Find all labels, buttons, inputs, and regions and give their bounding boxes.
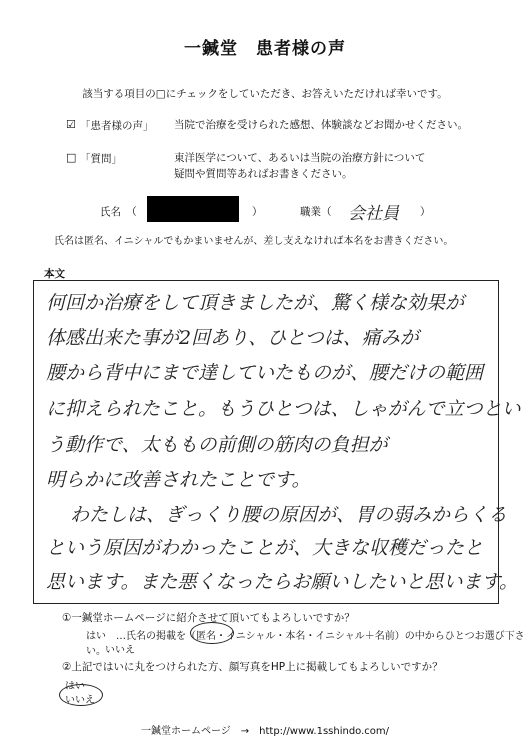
body-line-3: 腰から背中にまで達していたものが、腰だけの範囲 — [46, 362, 484, 384]
body-line-6: 明らかに改善されたことです。 — [46, 469, 311, 491]
page-title: 一鍼堂 患者様の声 — [184, 39, 346, 59]
intro-text: 該当する項目の□にチェックをしていただき、お答えいただければ幸いです。 — [82, 88, 448, 100]
body-line-2: 体感出来た事が2回あり、ひとつは、痛みが — [46, 327, 419, 349]
question-1: ①一鍼堂ホームページに紹介させて頂いてもよろしいですか？ — [62, 612, 355, 624]
body-line-9: 思います。また悪くなったらお願いしたいと思います。 — [46, 571, 518, 593]
question-1-answer: はい …氏名の掲載を（匿名・イニシャル・本名・イニシャル＋名前）の中からひとつお選び下さい。 — [86, 631, 525, 657]
body-line-7: わたしは、ぎっくり腰の原因が、胃の弱みからくる — [70, 504, 508, 526]
question-2: ②上記ではいに丸をつけられた方、顔写真をHP上に掲載してもよろしいですか？ — [62, 661, 443, 673]
job-value: 会社員 — [348, 204, 399, 224]
question-2-no: いいえ — [65, 695, 95, 706]
body-line-4: に抑えられたこと。もうひとつは、しゃがんで立つとい — [46, 398, 521, 420]
checkbox-question[interactable]: □ — [66, 151, 77, 164]
name-close: ） — [252, 206, 263, 218]
body-line-8: という原因がわかったことが、大きな収穫だったと — [46, 537, 484, 559]
option-label-patient-voice: 「患者様の声」 — [80, 120, 154, 132]
option-label-question: 「質問」 — [80, 153, 122, 165]
option-desc-question-line1: 東洋医学について、あるいは当院の治療方針について — [174, 152, 426, 164]
initial-circle-mark — [190, 622, 234, 644]
job-close: ） — [420, 206, 431, 218]
name-label: 氏名 （ — [100, 206, 137, 218]
body-line-1: 何回か治療をして頂きましたが、驚く様な効果が — [46, 292, 465, 314]
option-desc-question-line2: 疑問や質問等あればお書きください。 — [174, 168, 353, 180]
body-line-5: う動作で、太ももの前側の筋肉の負担が — [46, 434, 388, 456]
redacted-name — [147, 196, 239, 222]
question-1-no: いいえ — [105, 645, 135, 656]
no-circle-mark — [59, 684, 103, 706]
option-desc-patient-voice: 当院で治療を受けられた感想、体験談などお聞かせください。 — [174, 119, 468, 131]
name-note: 氏名は匿名、イニシャルでもかまいませんが、差し支えなければ本名をお書きください。 — [54, 236, 454, 247]
body-label: 本文 — [44, 268, 65, 280]
checkbox-patient-voice[interactable]: ☑ — [66, 118, 76, 131]
question-2-yes: はい — [65, 681, 85, 692]
job-label: 職業（ — [300, 206, 332, 218]
footer-link[interactable]: 一鍼堂ホームページ → http://www.1sshindo.com/ — [140, 726, 390, 737]
